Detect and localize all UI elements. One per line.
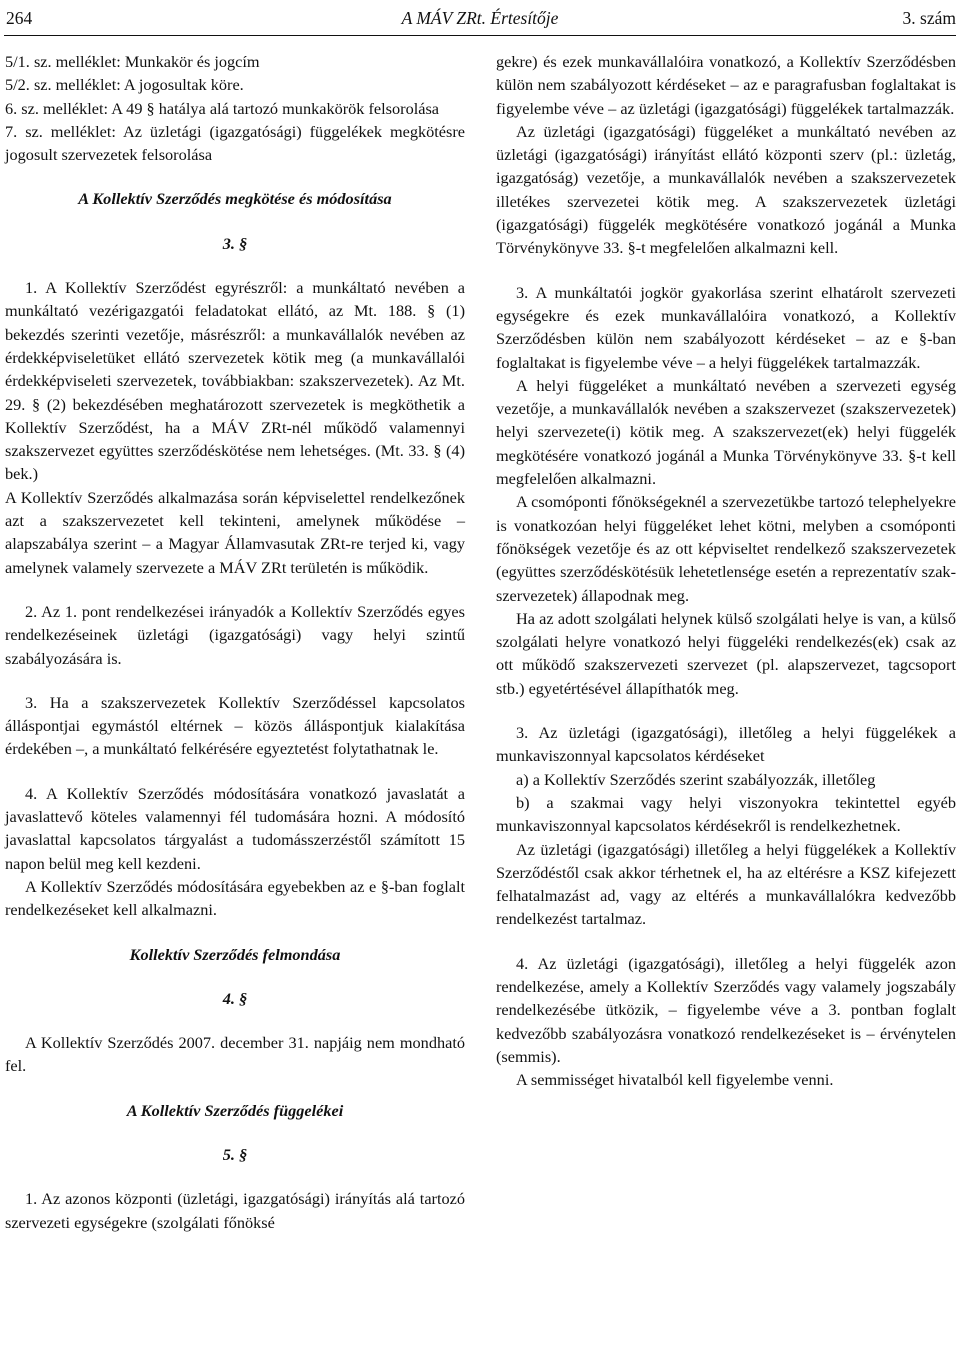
annex-item: 5/1. sz. melléklet: Munkakör és jogcím (5, 52, 260, 71)
annex-item: 7. sz. melléklet: Az üzletági (igazgatósági) függelékek megkötésre jogosult szervezetek felsorolása (5, 121, 465, 165)
section-number: 5. § (222, 1144, 248, 1164)
paragraph: Ha az adott szolgálati helynek külső szolgálati helye is van, a külső szolgálati helyre vonatkozó helyi függeléki rendelkezés(ek) csak az ott működő szakszervezeti szervezet (pl. alapszervezet, tagcsoport stb.) egyetértésével állapíthatók meg. (496, 608, 956, 698)
section-heading: A Kollektív Szerződés függelékei (126, 1100, 344, 1120)
paragraph: A Kollektív Szerződés módosítására egyebekben az e §-ban foglalt rendelkezéseket kell alkalmazni. (5, 876, 465, 920)
paragraph: 1. A Kollektív Szerződést egyrészről: a munkáltató nevében a munkáltató vezérigazgatói feladatokat ellátó, az Mt. 188. § (1) bekezdés szerinti vezetője, másrészről: a munkavállalók nevében az érdekképviseletüket ellátó szervezetek kötik meg (a munkavállalói érdekképviseleti szervezetek, továbbiakban: szakszervezetek). Az Mt. 29. § (2) bekezdésében meghatározott szervezetek is megköthetik a Kollektív Szerződést, ha a MÁV ZRt-nél működő valamennyi szakszervezet együttes szerződéskötése nem lehetséges. (Mt. 33. § (4) bek.) (5, 278, 465, 484)
publication-title: A MÁV ZRt. Értesítője (401, 8, 559, 28)
paragraph: A Kollektív Szerződés alkalmazása során képviselettel rendelkezőnek azt a szakszervezetet kell tekinteni, amelynek működése – alapszabálya szerint – a Magyar Államvasutak ZRt-re terjed ki, vagy amelynek valamely szervezete a MÁV ZRt területén is működik. (5, 487, 465, 577)
paragraph: 1. Az azonos központi (üzletági, igazgatósági) irányítás alá tartozó szervezeti egységekre (szolgálati főnöksé (5, 1189, 465, 1232)
paragraph: 3. A munkáltatói jogkör gyakorlása szerint elhatárolt szervezeti egységekre és ezek munkavállalóira vonatkozó, a Kollektív Szerződésben külön nem szabályozott kérdéseket – az e §-ban foglaltakat is figyelembe véve – a helyi függelékek tartalmazzák. (496, 282, 956, 372)
paragraph: 2. Az 1. pont rendelkezései irányadók a Kollektív Szerződés egyes rendelkezéseinek üzletági (igazgatósági) vagy helyi szintű szabályozására is. (5, 601, 465, 668)
paragraph: 3. Az üzletági (igazgatósági), illetőleg a helyi függelékek a munkaviszonnyal kapcsolatos kérdéseket (496, 723, 956, 766)
paragraph: Az üzletági (igazgatósági) illetőleg a helyi függelékek a Kollektív Szerződéstől csak akkor térhetnek el, ha az eltérésre a KSZ kifejezett felhatalmazást ad, vagy az eltérés a munkavállalókra kedvezőbb rendelkezést tartalmaz. (496, 839, 956, 929)
paragraph: 3. Ha a szakszervezetek Kollektív Szerződéssel kapcsolatos álláspontjai egymástól eltérnek – közös álláspontjuk kialakítása érdekében –, a munkáltató felkérésére egyeztetést folytathatnak le. (5, 692, 465, 759)
paragraph: A Kollektív Szerződés 2007. december 31. napjáig nem mondható fel. (5, 1033, 465, 1076)
page-number: 264 (6, 8, 33, 28)
paragraph: 4. Az üzletági (igazgatósági), illetőleg a helyi függelék azon rendelkezése, amely a Kollektív Szerződés vagy valamely jogszabály rendelkezésébe ütközik, – figyelembe véve a 3. pontban foglalt kedvezőbb szabályozásra vonatkozó rendelkezéseket is – érvénytelen (semmis). (496, 953, 956, 1066)
section-number: 4. § (222, 988, 248, 1008)
annex-item: 5/2. sz. melléklet: A jogosultak köre. (5, 75, 244, 95)
issue-number: 3. szám (902, 8, 956, 28)
paragraph: b) a szakmai vagy helyi viszonyokra tekintettel egyéb munkaviszonnyal kapcsolatos kérdésekről is rendelkezhetnek. (496, 792, 956, 836)
page-header (0, 0, 960, 42)
paragraph: A csomóponti főnökségeknél a szervezetükbe tartozó telephelyekre is vonatkozóan helyi függeléket lehet kötni, melyben a csomóponti főnökségek vezetője és az ott képviseltet rendelkező szakszervezetek (együttes szerződéskötésük lehetetlensége esetén a reprezentatív szakszervezetek) állapodnak meg. (496, 492, 956, 605)
left-column (5, 50, 465, 1234)
header-rule (4, 35, 956, 36)
right-column (496, 50, 956, 1091)
paragraph: A helyi függeléket a munkáltató nevében a szervezeti egység vezetője, a munkavállalók nevében a szakszervezet (szakszervezetek) helyi szervezete(i) kötik meg. A szakszervezet(ek) helyi függelék megkötésére vonatkozó jogánál a Munka Törvénykönyve 33. §-t kell megfelelően alkalmazni. (496, 375, 956, 489)
section-heading: Kollektív Szerződés felmondása (129, 944, 341, 964)
paragraph: A semmisséget hivatalból kell figyelembe venni. (516, 1070, 834, 1090)
section-heading: A Kollektív Szerződés megkötése és módosítása (78, 189, 392, 209)
paragraph: a) a Kollektív Szerződés szerint szabályozzák, illetőleg (516, 769, 876, 789)
section-number: 3. § (222, 233, 248, 253)
paragraph: 4. A Kollektív Szerződés módosítására vonatkozó javaslatát a javaslattevő köteles valamennyi fél tudomására hozni. A módosító javaslattal kapcsolatos tárgyalást a tudomásszerzéstől számított 15 napon belül meg kell kezdeni. (5, 783, 465, 873)
annex-item: 6. sz. melléklet: A 49 § hatálya alá tartozó munkakörök felsorolása (5, 98, 440, 118)
paragraph: gekre) és ezek munkavállalóira vonatkozó, a Kollektív Szerződésben külön nem szabályozott kérdéseket – az e paragrafusban foglaltakat is figyelembe véve – az üzletági (igazgatósági) függelékek tartalmazzák. (496, 52, 956, 118)
paragraph: Az üzletági (igazgatósági) függeléket a munkáltató nevében az üzletági (igazgatósági) irányítást ellátó központi szerv (pl.: üzletág, igazgatóság) vezetője, a munkavállalók nevében a szakszervezetek illetékes szervezetei kötik meg. A szakszervezetek üzletági (igazgatósági) függelék megkötésére vonatkozó jogánál a Munka Törvénykönyve 33. §-t megfelelően alkalmazni kell. (496, 121, 956, 258)
